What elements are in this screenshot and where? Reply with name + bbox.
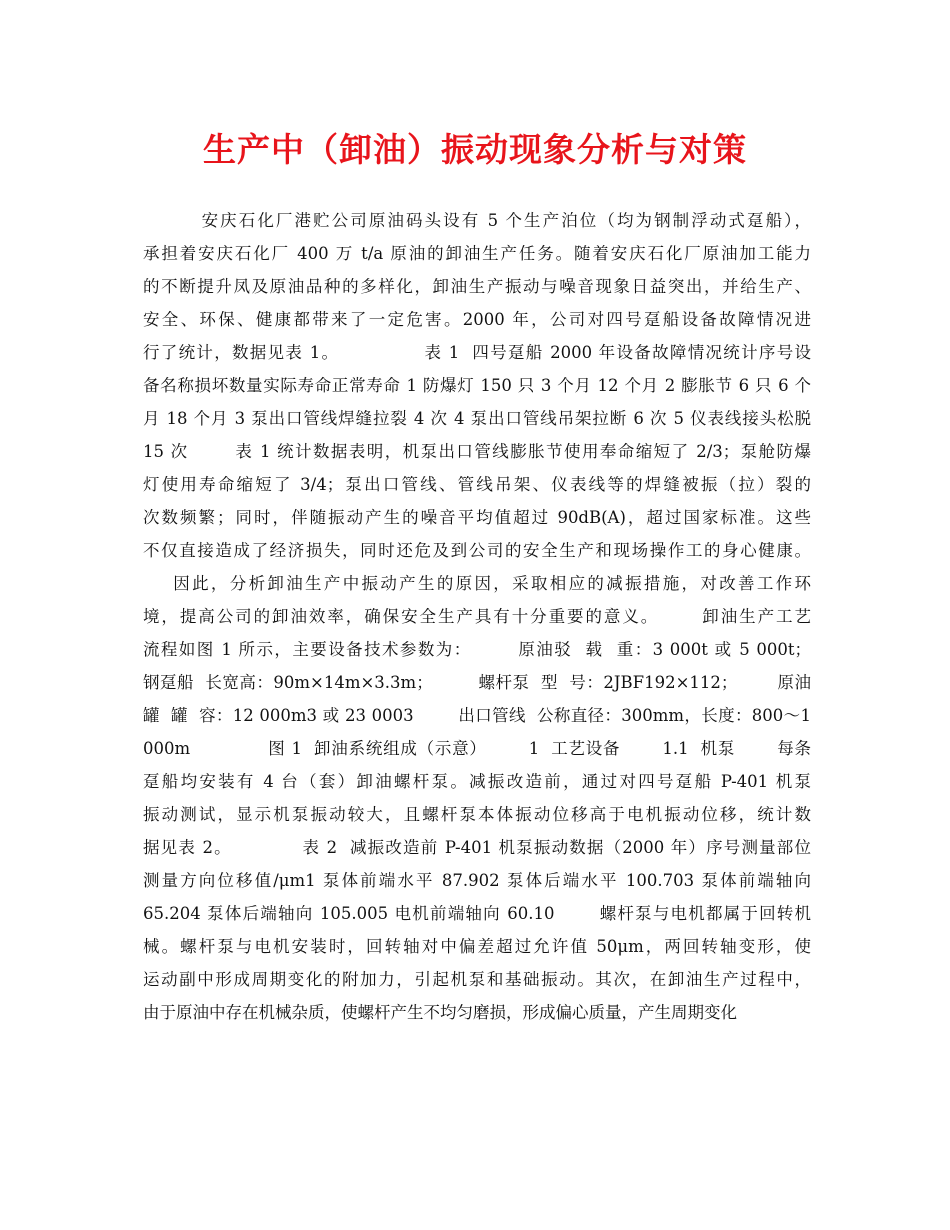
text-line: 安庆石化厂港贮公司原油码头设有 5 个生产泊位（均为钢制浮动式趸船）， xyxy=(143,211,811,230)
text-line: 因此，分析卸油生产中振动产生的原因，采取相应的减振措施，对改善工作环 xyxy=(143,574,811,593)
text-line: 月 18 个月 3 泵出口管线焊缝拉裂 4 次 4 泵出口管线吊架拉断 6 次 5 仪表线接头松脱 xyxy=(143,409,811,428)
text-line: 安全、环保、健康都带来了一定危害。2000 年，公司对四号趸船设备故障情况进 xyxy=(143,310,811,329)
text-line: 罐 罐 容：12 000m3 或 23 0003 出口管线 公称直径：300mm，长度：800～1 xyxy=(143,706,811,725)
text-line: 65.204 泵体后端轴向 105.005 电机前端轴向 60.10 螺杆泵与电机都属于回转机 xyxy=(143,904,811,923)
text-line: 流程如图 1 所示，主要设备技术参数为： 原油驳 载 重：3 000t 或 5 000t； xyxy=(143,640,811,659)
document-title: 生产中（卸油）振动现象分析与对策 xyxy=(203,130,747,169)
text-line: 据见表 2。 表 2 减振改造前 P-401 机泵振动数据（2000 年）序号测量部位 xyxy=(143,838,811,857)
text-line: 械。螺杆泵与电机安装时，回转轴对中偏差超过允许值 50μm，两回转轴变形，使 xyxy=(143,937,811,956)
text-line: 承担着安庆石化厂 400 万 t/a 原油的卸油生产任务。随着安庆石化厂原油加工能力 xyxy=(143,244,811,263)
text-line: 测量方向位移值/μm1 泵体前端水平 87.902 泵体后端水平 100.703 泵体前端轴向 xyxy=(143,871,811,890)
text-line: 运动副中形成周期变化的附加力，引起机泵和基础振动。其次，在卸油生产过程中， xyxy=(143,970,811,989)
document-body xyxy=(143,204,811,1029)
text-line: 由于原油中存在机械杂质，使螺杆产生不均匀磨损，形成偏心质量，产生周期变化 xyxy=(143,1003,737,1022)
text-line: 的不断提升凤及原油品种的多样化，卸油生产振动与噪音现象日益突出，并给生产、 xyxy=(143,277,811,296)
text-line: 行了统计，数据见表 1。 表 1 四号趸船 2000 年设备故障情况统计序号设 xyxy=(143,343,811,362)
text-line: 15 次 表 1 统计数据表明，机泵出口管线膨胀节使用奉命缩短了 2/3；泵舱防爆 xyxy=(143,442,811,461)
text-line: 备名称损坏数量实际寿命正常寿命 1 防爆灯 150 只 3 个月 12 个月 2 膨胀节 6 只 6 个 xyxy=(143,376,811,395)
text-line: 000m 图 1 卸油系统组成（示意） 1 工艺设备 1.1 机泵 每条 xyxy=(143,739,811,758)
text-line: 钢趸船 长宽高：90m×14m×3.3m； 螺杆泵 型 号：2JBF192×112； 原油 xyxy=(143,673,811,692)
text-line: 次数频繁；同时，伴随振动产生的噪音平均值超过 90dB(A)，超过国家标准。这些 xyxy=(143,508,811,527)
text-line: 灯使用寿命缩短了 3/4；泵出口管线、管线吊架、仪表线等的焊缝被振（拉）裂的 xyxy=(143,475,811,494)
text-line: 境，提高公司的卸油效率，确保安全生产具有十分重要的意义。 卸油生产工艺 xyxy=(143,607,811,626)
text-line: 趸船均安装有 4 台（套）卸油螺杆泵。减振改造前，通过对四号趸船 P-401 机泵 xyxy=(143,772,811,791)
text-line: 振动测试，显示机泵振动较大，且螺杆泵本体振动位移高于电机振动位移，统计数 xyxy=(143,805,811,824)
text-line: 不仅直接造成了经济损失，同时还危及到公司的安全生产和现场操作工的身心健康。 xyxy=(143,541,811,560)
